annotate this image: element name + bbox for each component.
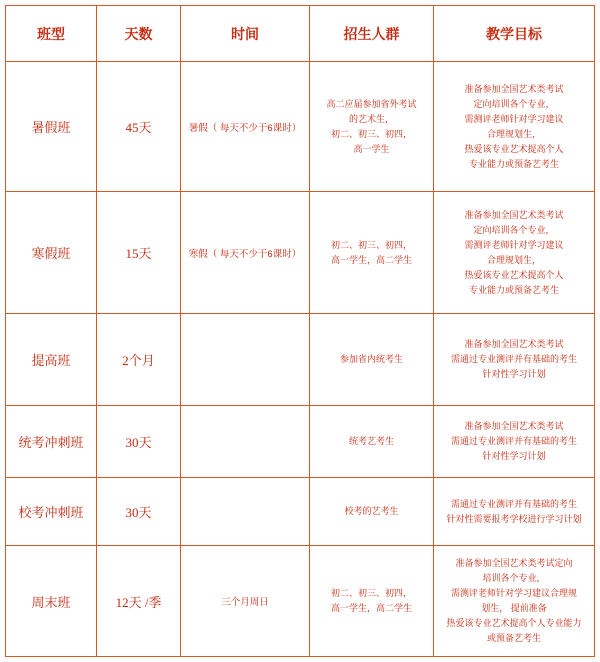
goal-line: 需通过专业测评并有基础的考生 [450, 498, 577, 509]
audience-line: 高一学生，高二学生 [330, 254, 412, 265]
audience-line: 统考艺考生 [348, 436, 394, 446]
row-audience [310, 478, 434, 546]
goal-line: 或预备艺考生 [486, 633, 541, 643]
goal-line: 划生， 提前准备 [481, 603, 547, 613]
goal-line: 定向培训各个专业， [473, 224, 555, 235]
row-goal [434, 478, 594, 546]
goal-line: 准备参加全国艺术类考试 [464, 421, 564, 431]
audience-line: 高一学生，高二学生 [330, 603, 412, 613]
goal-line: 需通过专业测评并有基础的考生 [450, 354, 577, 364]
header-time: 时间 [181, 6, 310, 62]
row-time [181, 406, 310, 478]
goal-line: 热爱该专业艺术提高个人专业能力 [446, 618, 582, 628]
row-audience [310, 62, 434, 192]
row-goal [434, 546, 594, 656]
row-goal [434, 192, 594, 314]
row-class-type: 周末班 [6, 546, 97, 656]
row-days: 30天 [97, 478, 181, 546]
row-audience [310, 314, 434, 406]
audience-line: 高二应届参加省外考试 [326, 98, 417, 109]
goal-line: 热爱该专业艺术提高个人 [464, 269, 564, 280]
row-days: 30天 [97, 406, 181, 478]
row-audience [310, 192, 434, 314]
goal-line: 合理规划生， [486, 254, 541, 265]
row-class-type: 寒假班 [6, 192, 97, 314]
goal-line: 需测评老师针对学习建议 [464, 239, 564, 250]
row-days: 15天 [97, 192, 181, 314]
goal-line: 合理规划生， [486, 128, 541, 139]
row-time: 三个月周日 [181, 546, 310, 656]
audience-line: 高一学生 [353, 143, 390, 154]
goal-line: 热爱该专业艺术提高个人 [464, 143, 564, 154]
goal-line: 针对性学习计划 [482, 451, 546, 461]
header-class-type: 班型 [6, 6, 97, 62]
row-goal [434, 314, 594, 406]
row-audience [310, 546, 434, 656]
goal-line: 需测评老师针对学习建议合理规 [450, 588, 577, 598]
audience-line: 参加省内统考生 [339, 354, 403, 364]
goal-line: 专业能力或预备艺考生 [468, 284, 559, 295]
row-time: 寒假（ 每天不少于6课时） [181, 192, 310, 314]
course-table [5, 5, 595, 657]
goal-line: 针对性需要报考学校进行学习计划 [446, 513, 582, 524]
goal-line: 需测评老师针对学习建议 [464, 113, 564, 124]
goal-line: 准备参加全国艺术类考试 [464, 209, 564, 220]
row-class-type: 校考冲刺班 [6, 478, 97, 546]
goal-line: 准备参加全国艺术类考试 [464, 339, 564, 349]
goal-line: 准备参加全国艺术类考试 [464, 83, 564, 94]
header-audience: 招生人群 [310, 6, 434, 62]
row-audience [310, 406, 434, 478]
goal-line: 专业能力或预备艺考生 [468, 158, 559, 169]
row-days: 45天 [97, 62, 181, 192]
row-days: 12天 /季 [97, 546, 181, 656]
goal-line: 需通过专业测评并有基础的考生 [450, 436, 577, 446]
row-class-type: 暑假班 [6, 62, 97, 192]
row-goal [434, 406, 594, 478]
row-time: 暑假（ 每天不少于6课时） [181, 62, 310, 192]
goal-line: 准备参加全国艺术类考试定向 [455, 558, 573, 568]
goal-line: 培训各个专业， [482, 573, 546, 583]
header-days: 天数 [97, 6, 181, 62]
audience-line: 初二、初三、初四， [330, 128, 412, 139]
row-time [181, 478, 310, 546]
row-time [181, 314, 310, 406]
row-class-type: 提高班 [6, 314, 97, 406]
audience-line: 校考的艺考生 [344, 506, 399, 516]
audience-line: 初二、初三、初四， [330, 239, 412, 250]
row-goal [434, 62, 594, 192]
goal-line: 定向培训各个专业， [473, 98, 555, 109]
row-class-type: 统考冲刺班 [6, 406, 97, 478]
header-goal: 教学目标 [434, 6, 594, 62]
goal-line: 针对性学习计划 [482, 369, 546, 379]
audience-line: 的艺术生， [348, 113, 394, 124]
audience-line: 初二、初三、初四， [330, 588, 412, 598]
row-days: 2个月 [97, 314, 181, 406]
